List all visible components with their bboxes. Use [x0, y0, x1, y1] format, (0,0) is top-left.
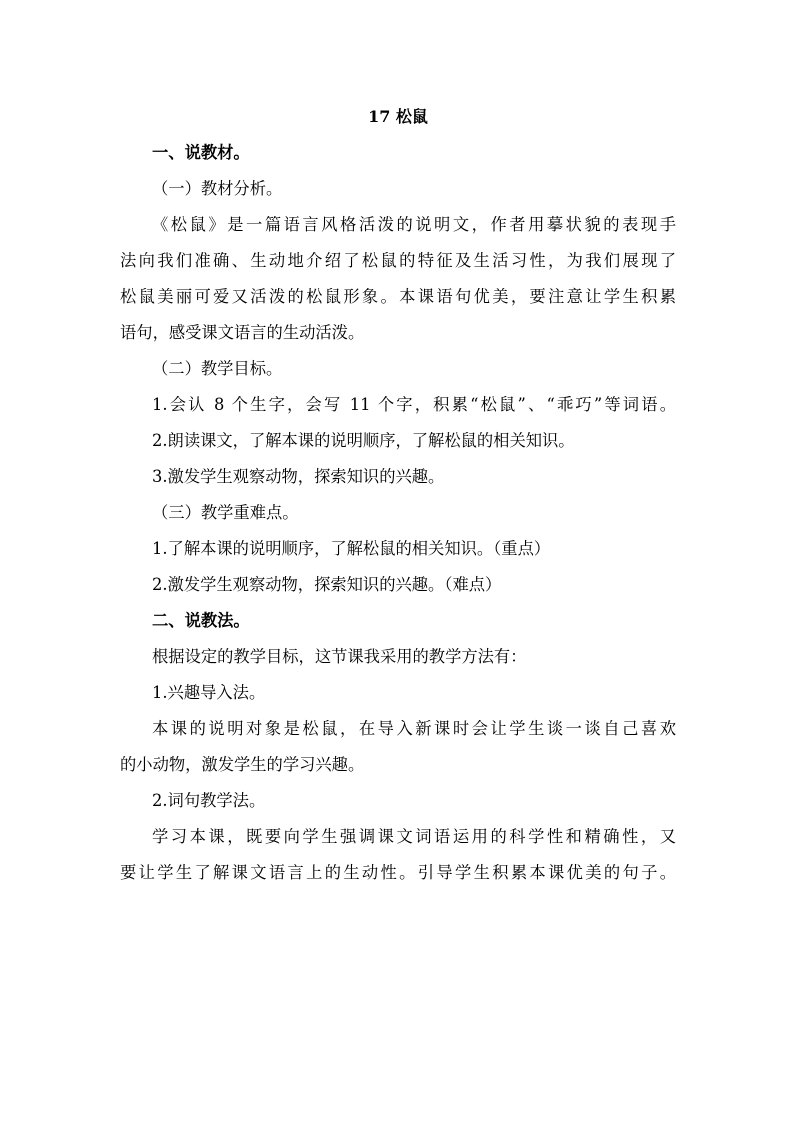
paragraph-line: 松鼠美丽可爱又活泼的松鼠形象。本课语句优美，要注意让学生积累 — [120, 287, 676, 306]
paragraph-line: 根据设定的教学目标，这节课我采用的教学方法有： — [152, 647, 527, 666]
subheading-teaching-goals: （二）教学目标。 — [152, 359, 283, 378]
list-item: 1.了解本课的说明顺序，了解松鼠的相关知识。（重点） — [152, 539, 551, 558]
paragraph-line: 本课的说明对象是松鼠，在导入新课时会让学生谈一谈自己喜欢 — [152, 719, 676, 738]
section-heading-teaching-methods: 二、说教法。 — [152, 611, 250, 630]
subheading-material-analysis: （一）教材分析。 — [152, 179, 283, 198]
document-body — [120, 99, 676, 891]
list-item: 1.会认 8 个生字，会写 11 个字，积累“松鼠”、“乖巧”等词语。 — [152, 395, 676, 414]
list-item: 2.词句教学法。 — [152, 791, 266, 810]
section-heading-teaching-material: 一、说教材。 — [152, 143, 250, 162]
subheading-key-difficulties: （三）教学重难点。 — [152, 503, 299, 522]
page-title: 17 松鼠 — [368, 107, 428, 126]
paragraph-line: 语句，感受课文语言的生动活泼。 — [120, 323, 365, 342]
paragraph-line: 的小动物，激发学生的学习兴趣。 — [120, 755, 365, 774]
paragraph-line: 要让学生了解课文语言上的生动性。引导学生积累本课优美的句子。 — [120, 863, 676, 882]
paragraph-line: 《松鼠》是一篇语言风格活泼的说明文，作者用摹状貌的表现手 — [152, 215, 676, 234]
list-item: 1.兴趣导入法。 — [152, 683, 266, 702]
list-item: 2.激发学生观察动物，探索知识的兴趣。（难点） — [152, 575, 502, 594]
list-item: 3.激发学生观察动物，探索知识的兴趣。 — [152, 467, 445, 486]
paragraph-line: 法向我们准确、生动地介绍了松鼠的特征及生活习性，为我们展现了 — [120, 251, 676, 270]
paragraph-line: 学习本课，既要向学生强调课文词语运用的科学性和精确性，又 — [152, 827, 676, 846]
list-item: 2.朗读课文，了解本课的说明顺序，了解松鼠的相关知识。 — [152, 431, 575, 450]
